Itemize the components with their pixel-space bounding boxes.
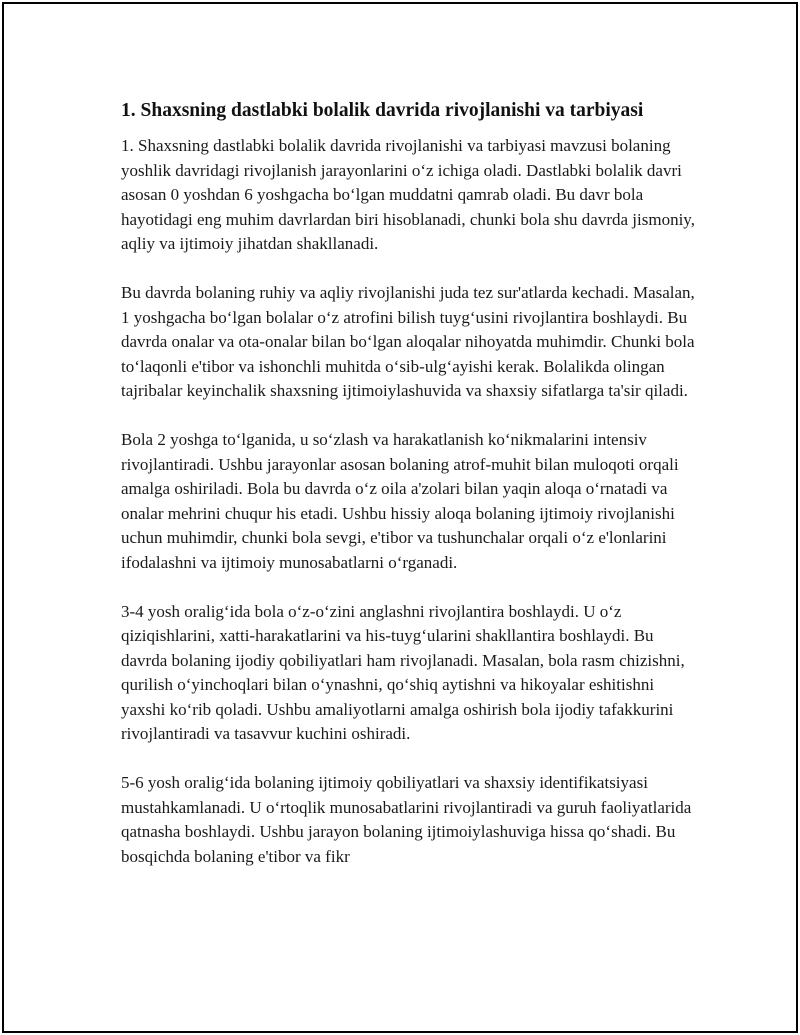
- paragraph-age-five-six: 5-6 yosh oralig‘ida bolaning ijtimoiy qobiliyatlari va shaxsiy identifikatsiyasi mustahkamlanadi. U o‘rtoqlik munosabatlarini rivojlantiradi va guruh faoliyatlarida qatnasha boshlaydi. Ushbu jarayon bolaning ijtimoiylashuviga hissa qo‘shadi. Bu bosqichda bolaning e'tibor va fikr: [121, 773, 692, 866]
- document-page: [2, 2, 798, 1033]
- paragraph-age-two: Bola 2 yoshga to‘lganida, u so‘zlash va harakatlanish ko‘nikmalarini intensiv rivojlantiradi. Ushbu jarayonlar asosan bolaning atrof-muhit bilan muloqoti orqali amalga oshiriladi. Bola bu davrda o‘z oila a'zolari bilan yaqin aloqa o‘rnatadi va onalar mehrini chuqur his etadi. Ushbu hissiy aloqa bolaning ijtimoiy rivojlanishi uchun muhimdir, chunki bola sevgi, e'tibor va tushunchalar orqali o‘z e'lonlarini ifodalashni va ijtimoiy munosabatlarni o‘rganadi.: [121, 430, 679, 572]
- document-body: [121, 98, 701, 894]
- document-title: 1. Shaxsning dastlabki bolalik davrida rivojlanishi va tarbiyasi: [121, 100, 644, 121]
- paragraph-intro: 1. Shaxsning dastlabki bolalik davrida rivojlanishi va tarbiyasi mavzusi bolaning yoshlik davridagi rivojlanish jarayonlarini o‘z ichiga oladi. Dastlabki bolalik davri asosan 0 yoshdan 6 yoshgacha bo‘lgan muddatni qamrab oladi. Bu davr bola hayotidagi eng muhim davrlardan biri hisoblanadi, chunki bola shu davrda jismoniy, aqliy va ijtimoiy jihatdan shakllanadi.: [121, 136, 695, 253]
- paragraph-age-three-four: 3-4 yosh oralig‘ida bola o‘z-o‘zini anglashni rivojlantira boshlaydi. U o‘z qiziqishlarini, xatti-harakatlarini va his-tuyg‘ularini shakllantira boshlaydi. Bu davrda bolaning ijodiy qobiliyatlari ham rivojlanadi. Masalan, bola rasm chizishni, qurilish o‘yinchoqlari bilan o‘ynashni, qo‘shiq aytishni va hikoyalar eshitishni yaxshi ko‘rib qoladi. Ushbu amaliyotlarni amalga oshirish bola ijodiy tafakkurini rivojlantiradi va tasavvur kuchini oshiradi.: [121, 601, 685, 743]
- paragraph-infancy: Bu davrda bolaning ruhiy va aqliy rivojlanishi juda tez sur'atlarda kechadi. Masalan, 1 yoshgacha bo‘lgan bolalar o‘z atrofini bilish tuyg‘usini rivojlantira boshlaydi. Bu davrda onalar va ota-onalar bilan bo‘lgan aloqalar nihoyatda muhimdir. Chunki bola to‘laqonli e'tibor va ishonchli muhitda o‘sib-ulg‘ayishi kerak. Bolalikda olingan tajribalar keyinchalik shaxsning ijtimoiylashuvida va shaxsiy sifatlarga ta'sir qiladi.: [121, 283, 695, 400]
